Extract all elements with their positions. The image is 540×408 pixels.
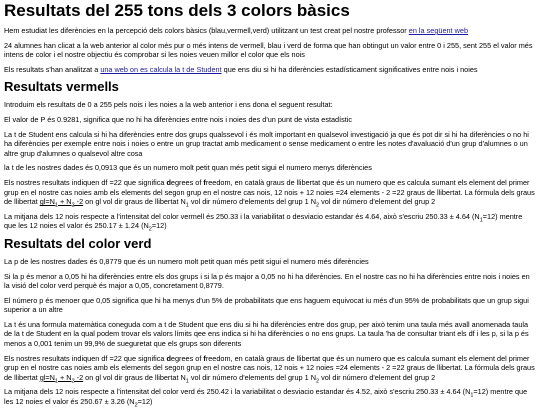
subscript: 2 <box>71 202 75 209</box>
green-results-heading: Resultats del color verd <box>4 235 152 251</box>
students-paragraph: 24 alumnes han clicat a la web anterior al color més pur o més intens de vermell, blau i verd de forma que han obtingut un valor entre 0 i 255, sent 255 el valor més intens de color i el nostre objectiu és comprobar si les noies veuen millor el color que els nois <box>4 40 533 60</box>
df-text: egrees of <box>170 177 204 187</box>
df-text: reedom, en català graus de llibertat que és un numero que es calcula sumant els element del primer grup en el nostre cas noies amb els elements del segon grup en el nostre cas nois, 12 nois + 12 noies =24 elements - 2 =22 graus de llibertat. La fórmula dels graus de llibertat <box>4 353 535 382</box>
subscript: 1 <box>185 378 189 385</box>
subscript: 1 <box>479 217 483 224</box>
red-t-value-paragraph: la t de les nostres dades és 0,0913 que és un numero molt petit quan més petit sigui el numero menys diferències <box>4 163 372 173</box>
red-intro-paragraph: Introduim els resultats de 0 a 255 pels nois i les noies a la web anterior i ens dona el seguent resultat: <box>4 100 333 110</box>
subscript: 1 <box>54 202 58 209</box>
subscript: 2 <box>148 226 152 233</box>
df-text: on gl vol dir graus de llibertat N <box>83 197 186 207</box>
red-p-value-paragraph: El valor de P és 0.9281, significa que no hi ha diferències entre nois i noies des d'un punt de vista estadístic <box>4 114 353 124</box>
df-text: on gl vol dir graus de llibertat N <box>83 372 186 382</box>
formula-part: -2 <box>74 372 84 382</box>
df-bold-f: f <box>203 353 206 363</box>
test-web-link[interactable]: en la següent web <box>408 26 468 35</box>
subscript: 1 <box>185 202 189 209</box>
formula-part: gl=N <box>39 197 55 207</box>
page-title: Resultats del 255 tons dels 3 colors bàsics <box>4 1 350 20</box>
formula-part: + N <box>57 372 72 382</box>
df-text: reedom, en català graus de llibertat que és un numero que es calcula sumant els element del primer grup en el nostre cas noies amb els elements del segon grup en el nostre cas nois, 12 nois + 12 noies =24 elements - 2 =22 graus de llibertat. La fórmula dels graus de llibertat <box>4 177 535 207</box>
analysis-text-before: Els resultats s'han analitzat a <box>4 64 101 74</box>
df-text: Els nostres resultats indiquen df =22 que significa <box>4 353 167 363</box>
green-probability-paragraph: El número p és menoer que 0,05 significa que hi ha menys d'un 5% de probabilitats que ens haguem equivocat iu més d'un 95% de probabilitats que un grup sigui superior a un altre <box>4 295 529 315</box>
formula-part: gl=N <box>39 372 55 382</box>
student-t-link[interactable]: una web on es calcula la t de Student <box>100 64 222 74</box>
subscript: 2 <box>315 202 320 209</box>
df-text: vol dir número d'element del grup 2 <box>319 372 436 382</box>
mean-text: =12) <box>151 221 167 231</box>
mean-text: =12) <box>137 397 153 407</box>
df-text: egrees of <box>170 353 204 363</box>
df-text: vol dir número d'element del grup 2 <box>319 197 436 207</box>
df-text: vol dir número d'elements del grup 1 N <box>188 372 316 382</box>
mean-text: =12) mentre que les 12 noies el valor és 250.67 ± 3.26 (N <box>4 387 528 407</box>
red-results-heading: Resultats vermells <box>4 79 119 95</box>
df-bold-d: d <box>166 177 171 187</box>
analysis-text-after: que ens diu si hi ha diferències estadísticament significatives entre nois i noies <box>221 64 478 74</box>
subscript: 2 <box>134 402 138 408</box>
df-bold-d: d <box>166 353 171 363</box>
analysis-paragraph <box>4 65 536 75</box>
intro-text: Hem estudiat les diferències en la percepció dels colors bàsics (blau,vermell,verd) utilitzant un test creat pel nostre professor <box>4 26 409 35</box>
green-mean-paragraph <box>4 387 536 406</box>
subscript: 2 <box>315 378 320 385</box>
green-significance-paragraph: Si la p és menor a 0,05 hi ha diferències entre els dos grups i si la p és major a 0,05 no hi ha diferències. En el nostre cas no hi ha diferències entre nois i noies en la visió del color verd perquè és major a 0,05, concretament 0,8779. <box>4 271 530 291</box>
df-formula <box>39 372 84 385</box>
subscript: 1 <box>470 392 474 399</box>
red-t-student-paragraph: La t de Student ens calcula si hi ha diferències entre dos grups qualssevol i és molt important en qualsevol investigació ja que és pot dir si hi ha diferències o no hi ha diferències per exemple entre nois i noies o entre un grup tractat amb medicament o sense medicament o entre les notes d'avaluació d'un grup d'alumnes o un altre grup d'alumnes o qualsevol altre cosa <box>4 129 529 158</box>
green-p-value-paragraph: La p de les nostres dades és 0,8779 que és un numero molt petit quan més petit sigui el numero més diferències <box>4 256 369 266</box>
green-t-student-paragraph: La t és una formula matemàtica coneguda com a t de Student que ens diu si hi ha diferències entre dos grup, per això tenim una taula més avall anomenada taula de la t de Student en la qual podem trovar els valors límits qee ens indica si hi ha diferències o no ens grups. La taula 'ha de consultar triant els df i les p, si la p és menos a 0,001 tenim un 99,9% de sueguretat que els grups son diferents <box>4 319 529 349</box>
green-df-paragraph <box>4 354 536 383</box>
red-df-paragraph <box>4 178 536 207</box>
mean-text: La mitjana dels 12 nois respecte a l'intensitat del color vermell és 250.33 i la variabilitat o desviacio estandar és 4.64, això s'escriu 250.33 ± 4.64 (N <box>4 211 480 221</box>
red-mean-paragraph <box>4 212 536 231</box>
formula-part: -2 <box>74 197 84 207</box>
df-bold-f: f <box>203 177 206 187</box>
subscript: 2 <box>71 378 75 385</box>
df-text: vol dir número d'elements del grup 1 N <box>188 197 316 207</box>
mean-text: =12) mentre que les 12 noies el valor és 250.17 ± 1.24 (N <box>4 211 523 231</box>
mean-text: La mitjana dels 12 nois respecte a l'intensitat del color verd és 250.42 i la variabilitat o desviacio estandar és 4.52, això s'escriu 250.33 ± 4.64 (N <box>4 387 471 397</box>
subscript: 1 <box>54 378 58 385</box>
df-text: Els nostres resultats indiquen df =22 que significa <box>4 177 167 187</box>
df-formula <box>39 197 84 209</box>
formula-part: + N <box>57 197 72 207</box>
intro-paragraph <box>4 26 536 36</box>
